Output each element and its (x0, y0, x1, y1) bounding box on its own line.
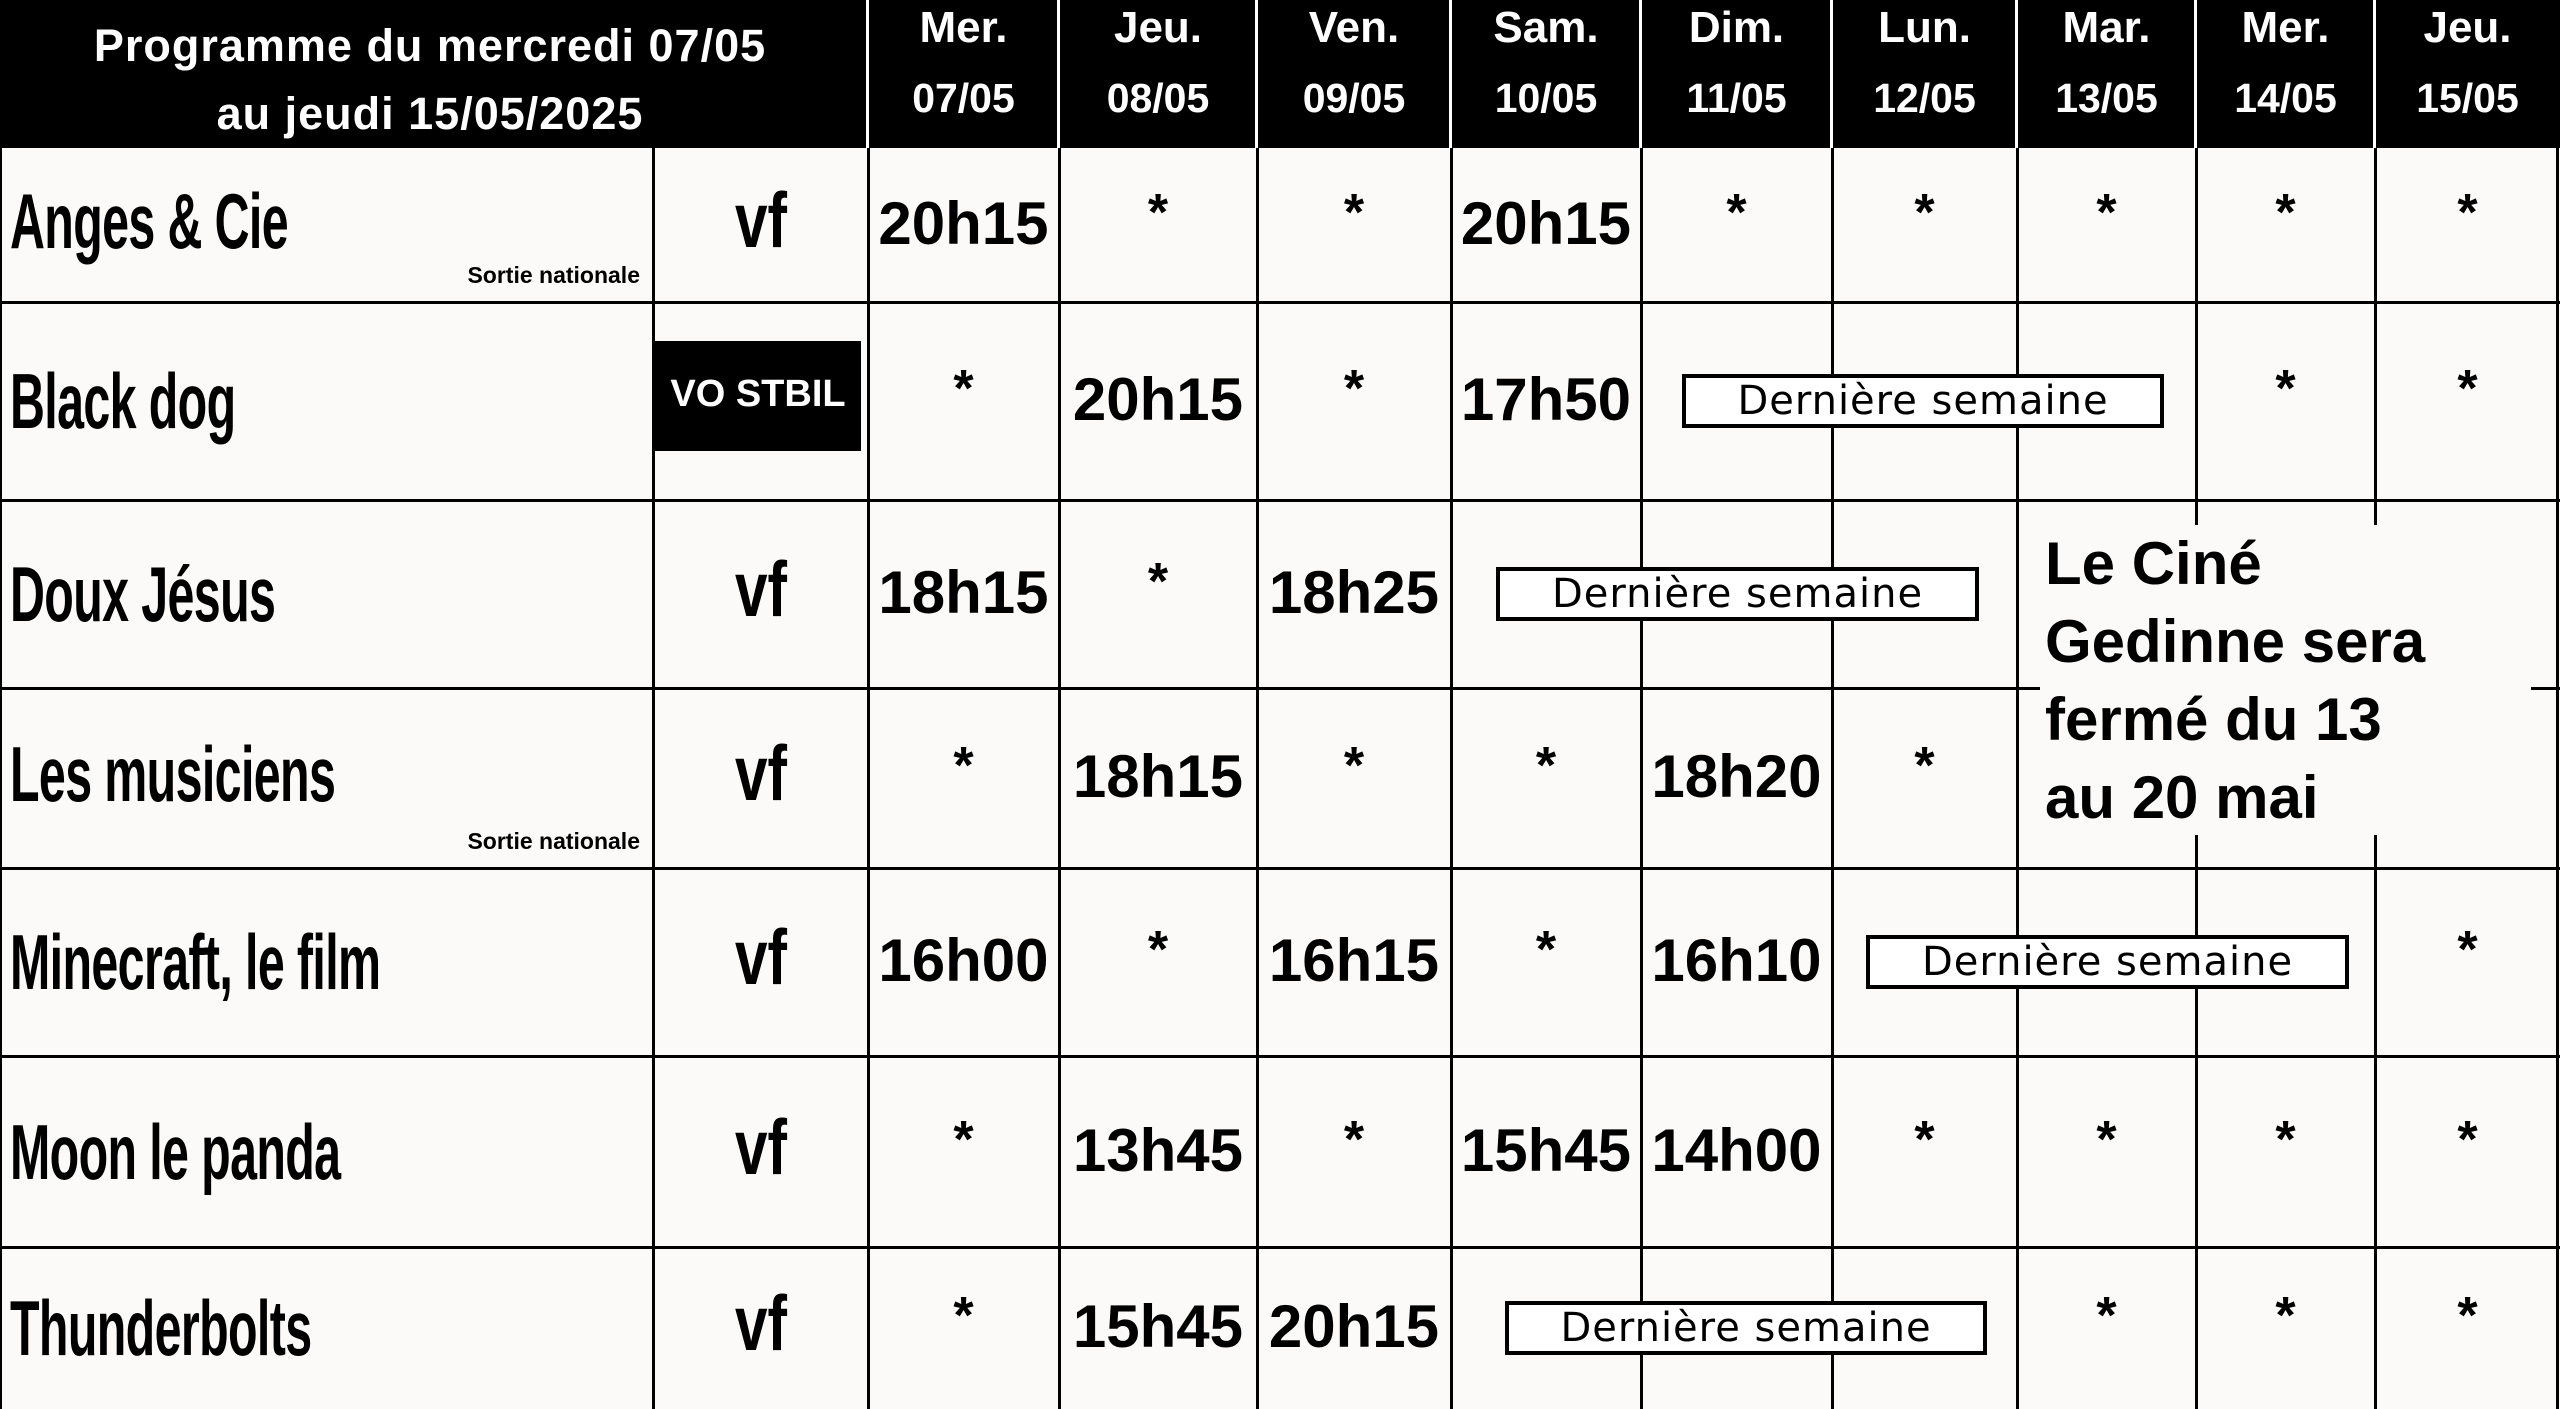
version-label: vf (734, 729, 788, 817)
no-screening-mark: * (2096, 1110, 2117, 1169)
no-screening-mark: * (2096, 1287, 2117, 1345)
film-title: Black dog (10, 357, 236, 445)
day-date: 07/05 (912, 75, 1015, 121)
header-divider (1830, 0, 1833, 148)
day-date: 10/05 (1494, 75, 1598, 121)
film-title: Thunderbolts (10, 1284, 312, 1372)
day-name: Mer. (919, 3, 1008, 52)
showtime: 20h15 (1268, 1293, 1440, 1360)
no-screening-mark: * (1914, 737, 1935, 795)
last-week-banner: Dernière semaine (1505, 1301, 1987, 1355)
no-screening-mark: * (1147, 553, 1169, 611)
row-divider (0, 867, 2560, 870)
day-name: Mar. (2062, 3, 2151, 52)
day-header (2196, 0, 2375, 148)
day-date: 14/05 (2234, 75, 2337, 121)
column-divider (0, 148, 2, 1409)
no-screening-mark: * (2275, 1287, 2296, 1345)
day-date: 12/05 (1873, 75, 1976, 121)
no-screening-mark: * (1914, 1110, 1935, 1169)
no-screening-mark: * (953, 360, 974, 418)
showtime: 20h15 (878, 190, 1049, 257)
version-label: vf (734, 176, 788, 264)
title-line-2: au jeudi 15/05/2025 (216, 88, 644, 139)
no-screening-mark: * (2275, 360, 2296, 418)
no-screening-mark: * (1343, 184, 1365, 242)
version-label: vf (734, 545, 788, 633)
column-divider (652, 148, 655, 1409)
notice-line-3: fermé du 13 (2045, 686, 2382, 753)
notice-line-1: Le Ciné (2045, 530, 2262, 597)
no-screening-mark: * (2096, 184, 2117, 242)
column-divider (2556, 148, 2559, 1409)
day-name: Sam. (1493, 3, 1599, 52)
row-divider (0, 499, 2560, 502)
header-divider (1639, 0, 1642, 148)
day-header (868, 0, 1059, 148)
notice-line-4: au 20 mai (2045, 764, 2319, 831)
release-note: Sortie nationale (467, 828, 640, 854)
showtime: 15h45 (1072, 1293, 1244, 1360)
showtime: 16h00 (878, 927, 1049, 994)
film-title: Moon le panda (10, 1107, 341, 1196)
last-week-banner: Dernière semaine (1866, 935, 2349, 989)
no-screening-mark: * (1535, 737, 1557, 795)
showtime: 16h10 (1651, 927, 1822, 994)
no-screening-mark: * (2457, 921, 2478, 979)
day-date: 09/05 (1302, 75, 1406, 121)
day-header (2017, 0, 2196, 148)
day-date: 08/05 (1106, 75, 1210, 121)
version-label: vf (734, 913, 788, 1001)
title-line-1: Programme du mercredi 07/05 (93, 20, 767, 71)
notice-line-2: Gedinne sera (2045, 608, 2426, 675)
no-screening-mark: * (2457, 360, 2478, 418)
no-screening-mark: * (2275, 1110, 2296, 1169)
day-header (1257, 0, 1451, 148)
no-screening-mark: * (1147, 184, 1169, 242)
film-title: Anges & Cie (10, 177, 289, 265)
showtime: 18h20 (1651, 743, 1822, 810)
day-header (1641, 0, 1832, 148)
showtime: 18h15 (1072, 743, 1244, 810)
no-screening-mark: * (2275, 184, 2296, 242)
no-screening-mark: * (1343, 737, 1365, 795)
release-note: Sortie nationale (467, 262, 640, 288)
version-label: vf (734, 1279, 788, 1367)
showtime: 14h00 (1651, 1116, 1822, 1184)
no-screening-mark: * (953, 1110, 974, 1169)
no-screening-mark: * (1147, 921, 1169, 979)
row-divider (0, 1055, 2560, 1058)
showtime: 13h45 (1072, 1116, 1244, 1184)
header-divider (2194, 0, 2197, 148)
header-divider (2015, 0, 2018, 148)
no-screening-mark: * (1343, 360, 1365, 418)
showtime: 20h15 (1072, 366, 1244, 433)
day-date: 15/05 (2416, 75, 2519, 121)
no-screening-mark: * (2457, 1287, 2478, 1345)
day-date: 11/05 (1686, 75, 1787, 121)
showtime: 18h25 (1268, 559, 1440, 626)
day-name: Lun. (1878, 3, 1971, 52)
header-divider (2373, 0, 2376, 148)
row-divider (0, 301, 2560, 304)
day-name: Ven. (1308, 3, 1400, 52)
last-week-banner: Dernière semaine (1682, 374, 2164, 428)
day-name: Jeu. (2423, 3, 2512, 52)
showtime: 16h15 (1268, 927, 1440, 994)
day-header (2375, 0, 2560, 148)
no-screening-mark: * (1343, 1110, 1365, 1169)
film-title: Doux Jésus (10, 550, 276, 638)
day-date: 13/05 (2055, 75, 2158, 121)
version-label: vf (734, 1102, 788, 1191)
header-divider (866, 0, 869, 148)
no-screening-mark: * (2457, 1110, 2478, 1169)
row-divider (0, 1246, 2560, 1249)
no-screening-mark: * (953, 1287, 974, 1345)
no-screening-mark: * (1726, 184, 1747, 242)
film-title: Minecraft, le film (10, 918, 381, 1006)
no-screening-mark: * (1535, 921, 1557, 979)
film-title: Les musiciens (10, 730, 336, 818)
header-divider (1057, 0, 1060, 148)
day-header (1059, 0, 1257, 148)
day-header (1451, 0, 1641, 148)
last-week-banner: Dernière semaine (1496, 567, 1979, 621)
header-divider (1449, 0, 1452, 148)
version-badge: VO STBIL (655, 341, 861, 451)
no-screening-mark: * (2457, 184, 2478, 242)
no-screening-mark: * (1914, 184, 1935, 242)
no-screening-mark: * (953, 737, 974, 795)
showtime: 20h15 (1460, 190, 1632, 257)
showtime: 17h50 (1460, 366, 1632, 433)
day-header (1832, 0, 2017, 148)
header-divider (1255, 0, 1258, 148)
programme-title (0, 12, 860, 148)
day-name: Mer. (2241, 3, 2330, 52)
showtime: 18h15 (878, 559, 1049, 626)
closure-notice (2040, 525, 2531, 835)
showtime: 15h45 (1460, 1116, 1632, 1184)
day-name: Dim. (1688, 3, 1785, 52)
day-name: Jeu. (1113, 3, 1203, 52)
